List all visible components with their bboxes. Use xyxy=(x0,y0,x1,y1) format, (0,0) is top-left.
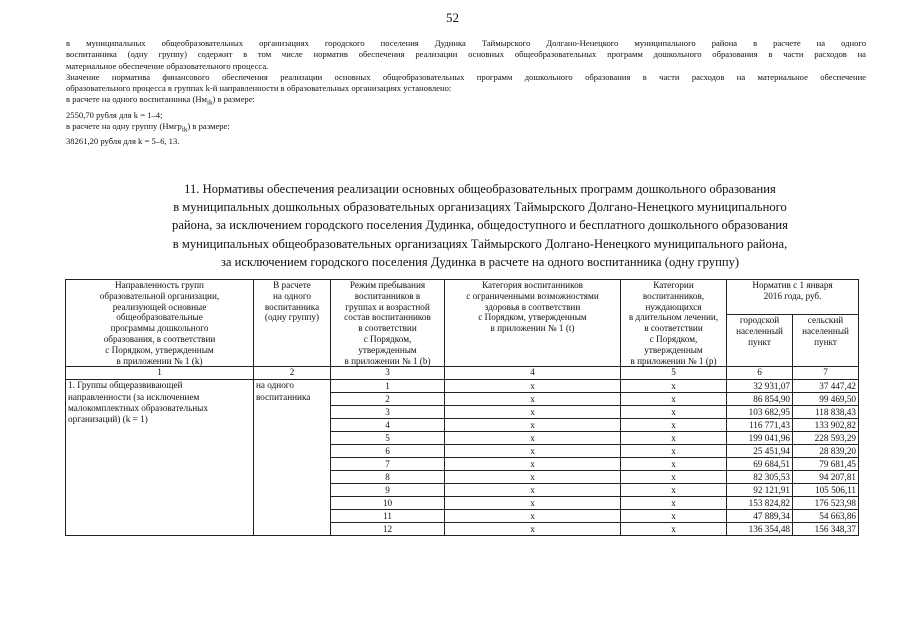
header-mode xyxy=(331,280,445,367)
header-line: в длительном лечении, xyxy=(628,312,719,323)
treatment-category-cell: х xyxy=(621,510,727,523)
rural-norm-cell: 94 207,81 xyxy=(793,471,859,484)
intro-line-text: ) в размере: xyxy=(212,94,255,105)
rural-norm-cell: 99 469,50 xyxy=(793,393,859,406)
health-category-cell: х xyxy=(445,445,621,458)
header-line: пункт xyxy=(748,336,771,347)
header-line: (одну группу) xyxy=(264,312,320,323)
column-number: 5 xyxy=(621,367,727,380)
header-line: В расчете xyxy=(273,280,311,290)
norms-table xyxy=(65,279,859,536)
header-line: Категории xyxy=(653,280,694,290)
intro-line: 2550,70 рубля для k = 1–4; xyxy=(66,109,163,120)
header-rural xyxy=(793,315,859,367)
category-line: малокомплектных образовательных xyxy=(68,402,208,413)
mode-cell: 5 xyxy=(331,432,445,445)
mode-cell: 7 xyxy=(331,458,445,471)
mode-cell: 10 xyxy=(331,497,445,510)
health-category-cell: х xyxy=(445,484,621,497)
header-line: Направленность групп xyxy=(115,280,204,290)
mode-cell: 1 xyxy=(331,380,445,393)
urban-norm-cell: 69 684,51 xyxy=(727,458,793,471)
header-line: с Порядком, утвержденным xyxy=(478,312,587,323)
header-line: воспитанников, xyxy=(642,290,705,301)
treatment-category-cell: х xyxy=(621,406,727,419)
rural-norm-cell: 176 523,98 xyxy=(793,497,859,510)
heading-line: района, за исключением городского поселения Дудинка, общедоступного и бесплатного дошкольного образования xyxy=(172,218,788,233)
intro-line: 38261,20 рубля для k = 5–6, 13. xyxy=(66,135,180,146)
header-line: воспитанника xyxy=(264,301,320,312)
header-line: утвержденным xyxy=(358,344,417,355)
rural-norm-cell: 79 681,45 xyxy=(793,458,859,471)
header-line: пункт xyxy=(814,336,837,347)
rural-norm-cell: 28 839,20 xyxy=(793,445,859,458)
rural-norm-cell: 54 663,86 xyxy=(793,510,859,523)
health-category-cell: х xyxy=(445,406,621,419)
column-number: 2 xyxy=(254,367,331,380)
header-line: с Порядком, xyxy=(649,333,698,344)
mode-cell: 4 xyxy=(331,419,445,432)
section-heading xyxy=(110,180,850,271)
intro-line: материальное обеспечение образовательного процесса. xyxy=(66,60,269,71)
category-line: направленности (за исключением xyxy=(68,391,200,402)
intro-line: Значение норматива финансового обеспечения реализации основных общеобразовательных программ дошкольного образования в части расходов на материальное обеспечение xyxy=(66,71,866,82)
header-line: населенный xyxy=(802,326,849,337)
intro-line: в муниципальных общеобразовательных организациях городского поселения Дудинка Таймырского Долгано-Ненецкого муниципального района в расчете на одного xyxy=(66,38,866,48)
treatment-category-cell: х xyxy=(621,497,727,510)
health-category-cell: х xyxy=(445,432,621,445)
heading-line: в муниципальных дошкольных образовательных организациях Таймырского Долгано-Ненецкого муниципального xyxy=(173,200,787,215)
urban-norm-cell: 25 451,94 xyxy=(727,445,793,458)
header-line: с Порядком, xyxy=(363,333,412,344)
treatment-category-cell: х xyxy=(621,380,727,393)
urban-norm-cell: 153 824,82 xyxy=(727,497,793,510)
intro-line: образовательного процесса в группах k-й направленности в образовательных организациях установлено: xyxy=(66,83,452,94)
header-line: Категория воспитанников xyxy=(482,280,583,290)
header-line: программы дошкольного xyxy=(110,323,209,334)
intro-line xyxy=(66,94,866,109)
mode-cell: 2 xyxy=(331,393,445,406)
subscript: ik xyxy=(206,99,213,108)
header-line: состав воспитанников xyxy=(344,312,431,323)
health-category-cell: х xyxy=(445,393,621,406)
header-line: воспитанников в xyxy=(354,290,421,301)
header-line: в соответствии xyxy=(644,323,703,334)
header-basis xyxy=(254,280,331,367)
rural-norm-cell: 118 838,43 xyxy=(793,406,859,419)
column-number: 1 xyxy=(66,367,254,380)
intro-text xyxy=(66,38,866,147)
header-line: группах и возрастной xyxy=(345,301,430,312)
header-line: с ограниченными возможностями xyxy=(466,290,599,301)
subscript: ik xyxy=(181,125,188,134)
urban-norm-cell: 199 041,96 xyxy=(727,432,793,445)
header-line: здоровья в соответствии xyxy=(484,301,581,312)
rural-norm-cell: 133 902,82 xyxy=(793,419,859,432)
header-line: Режим пребывания xyxy=(349,280,426,290)
header-line: реализующей основные xyxy=(112,301,207,312)
urban-norm-cell: 32 931,07 xyxy=(727,380,793,393)
urban-norm-cell: 116 771,43 xyxy=(727,419,793,432)
mode-cell: 12 xyxy=(331,523,445,536)
group-category xyxy=(66,380,254,536)
intro-line-text: ) в размере: xyxy=(187,120,230,131)
column-numbers-row xyxy=(66,367,859,380)
urban-norm-cell: 92 121,91 xyxy=(727,484,793,497)
rural-norm-cell: 228 593,29 xyxy=(793,432,859,445)
column-number: 6 xyxy=(727,367,793,380)
header-line: в соответствии xyxy=(358,323,417,334)
mode-cell: 9 xyxy=(331,484,445,497)
urban-norm-cell: 103 682,95 xyxy=(727,406,793,419)
header-line: населенный xyxy=(736,326,783,337)
basis-line: на одного xyxy=(256,380,294,391)
urban-norm-cell: 136 354,48 xyxy=(727,523,793,536)
header-line: нуждающихся xyxy=(645,301,702,312)
treatment-category-cell: х xyxy=(621,484,727,497)
urban-norm-cell: 86 854,90 xyxy=(727,393,793,406)
column-number: 4 xyxy=(445,367,621,380)
column-number: 3 xyxy=(331,367,445,380)
health-category-cell: х xyxy=(445,497,621,510)
header-line: с Порядком, утвержденным xyxy=(105,344,214,355)
header-direction xyxy=(66,280,254,367)
mode-cell: 3 xyxy=(331,406,445,419)
header-line: Норматив с 1 января xyxy=(752,280,833,290)
treatment-category-cell: х xyxy=(621,471,727,484)
heading-line: 11. Нормативы обеспечения реализации основных общеобразовательных программ дошкольного образования xyxy=(184,182,776,196)
header-line: образовательной организации, xyxy=(99,290,220,301)
rural-norm-cell: 37 447,42 xyxy=(793,380,859,393)
urban-norm-cell: 82 305,53 xyxy=(727,471,793,484)
treatment-category-cell: х xyxy=(621,523,727,536)
mode-cell: 6 xyxy=(331,445,445,458)
health-category-cell: х xyxy=(445,523,621,536)
intro-line-text: в расчете на одного воспитанника (Нм xyxy=(66,94,207,105)
header-line: в приложении № 1 (k) xyxy=(116,355,203,366)
calculation-basis xyxy=(254,380,331,536)
column-number: 7 xyxy=(793,367,859,380)
header-line: утвержденным xyxy=(644,344,703,355)
page-number: 52 xyxy=(446,10,459,25)
header-line: на одного xyxy=(273,290,311,301)
health-category-cell: х xyxy=(445,419,621,432)
health-category-cell: х xyxy=(445,510,621,523)
treatment-category-cell: х xyxy=(621,393,727,406)
intro-line: воспитанника (одну группу) содержит в том числе норматив обеспечения реализации основных общеобразовательных программ дошкольного образования в части расходов на xyxy=(66,49,866,60)
mode-cell: 11 xyxy=(331,510,445,523)
health-category-cell: х xyxy=(445,380,621,393)
category-line: 1. Группы общеразвивающей xyxy=(68,380,183,391)
header-line: образования, в соответствии xyxy=(103,333,216,344)
header-health-category xyxy=(445,280,621,367)
treatment-category-cell: х xyxy=(621,419,727,432)
rural-norm-cell: 156 348,37 xyxy=(793,523,859,536)
treatment-category-cell: х xyxy=(621,445,727,458)
header-urban xyxy=(727,315,793,367)
mode-cell: 8 xyxy=(331,471,445,484)
basis-line: воспитанника xyxy=(256,391,311,402)
header-line: сельский xyxy=(807,315,844,326)
heading-line: в муниципальных общеобразовательных организациях Таймырского Долгано-Ненецкого муниципального района, xyxy=(172,236,788,251)
intro-line xyxy=(66,121,866,136)
category-line: организаций) (k = 1) xyxy=(68,414,148,425)
rural-norm-cell: 105 506,11 xyxy=(793,484,859,497)
header-line: в приложении № 1 (b) xyxy=(344,355,431,366)
treatment-category-cell: х xyxy=(621,432,727,445)
header-line: общеобразовательные xyxy=(116,312,203,323)
header-line: 2016 года, руб. xyxy=(763,290,822,301)
heading-line: за исключением городского поселения Дудинка в расчете на одного воспитанника (одну группу) xyxy=(220,254,740,269)
header-norm-group xyxy=(727,280,859,315)
header-line: в приложении № 1 (p) xyxy=(630,355,717,366)
header-line: городской xyxy=(739,315,780,326)
health-category-cell: х xyxy=(445,471,621,484)
health-category-cell: х xyxy=(445,458,621,471)
intro-line-text: в расчете на одну группу (Нмгр xyxy=(66,120,182,131)
header-treatment-category xyxy=(621,280,727,367)
table-row xyxy=(66,380,859,393)
header-line: в приложении № 1 (t) xyxy=(490,323,575,334)
urban-norm-cell: 47 889,34 xyxy=(727,510,793,523)
treatment-category-cell: х xyxy=(621,458,727,471)
